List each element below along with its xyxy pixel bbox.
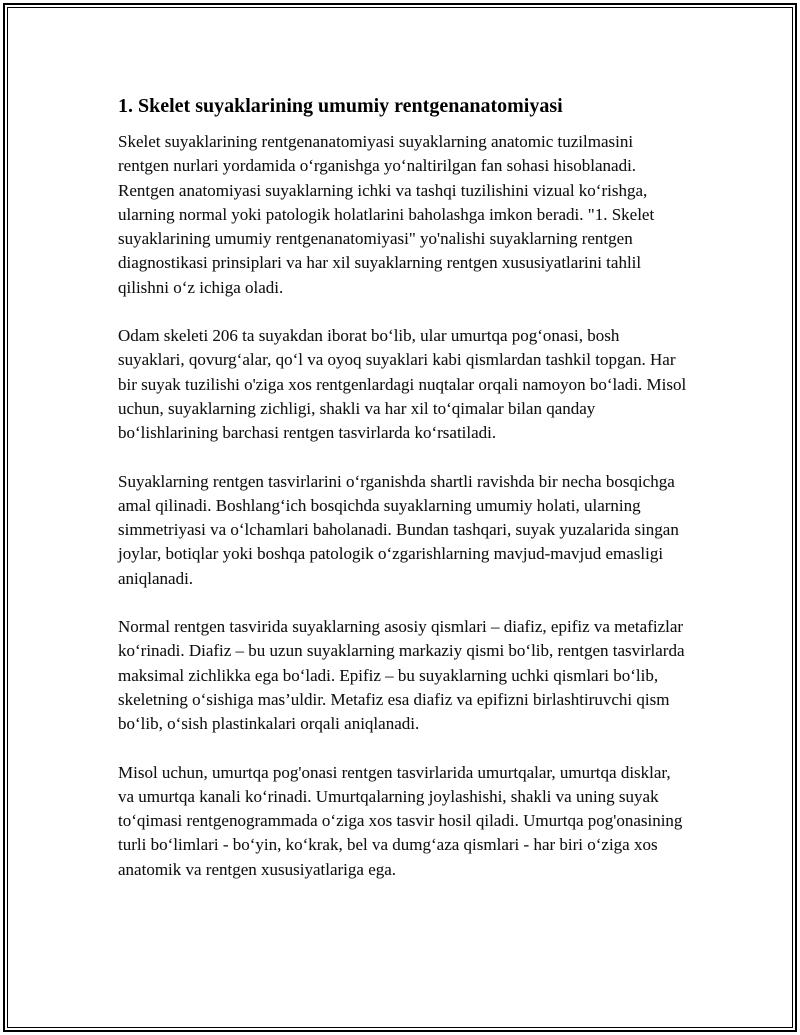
document-title: 1. Skelet suyaklarining umumiy rentgenanatomiyasi [118,95,563,117]
paragraph-1: Skelet suyaklarining rentgenanatomiyasi suyaklarning anatomic tuzilmasini rentgen nurlari yordamida o‘rganishga yo‘naltirilgan fan sohasi hisoblanadi. Rentgen anatomiyasi suyaklarning ichki va tashqi tuzilishini vizual ko‘rishga, ularning normal yoki patologik holatlarini baholashga imkon beradi. "1. Skelet suyaklarining umumiy rentgenanatomiyasi" yo'nalishi suyaklarning rentgen diagnostikasi prinsiplari va har xil suyaklarning rentgen xususiyatlarini tahlil qilishni o‘z ichiga oladi. [118,132,655,297]
paragraph-2: Odam skeleti 206 ta suyakdan iborat bo‘lib, ular umurtqa pog‘onasi, bosh suyaklari, qovurg‘alar, qo‘l va oyoq suyaklari kabi qismlardan tashkil topgan. Har bir suyak tuzilishi o'ziga xos rentgenlardagi nuqtalar orqali namoyon bo‘ladi. Misol uchun, suyaklarning zichligi, shakli va har xil to‘qimalar bilan qanday bo‘lishlarining barchasi rentgen tasvirlarda ko‘rsatiladi. [118,326,687,443]
paragraph-4: Normal rentgen tasvirida suyaklarning asosiy qismlari – diafiz, epifiz va metafizlar ko‘rinadi. Diafiz – bu uzun suyaklarning markaziy qismi bo‘lib, rentgen tasvirlarda maksimal zichlikka ega bo‘ladi. Epifiz – bu suyaklarning uchki qismlari bo‘lib, skeletning o‘sishiga mas’uldir. Metafiz esa diafiz va epifizni birlashtiruvchi qism bo‘lib, o‘sish plastinkalari orqali aniqlanadi. [118,617,685,734]
paragraph-3: Suyaklarning rentgen tasvirlarini o‘rganishda shartli ravishda bir necha bosqichga amal qilinadi. Boshlang‘ich bosqichda suyaklarning umumiy holati, ularning simmetriyasi va o‘lchamlari baholanadi. Bundan tashqari, suyak yuzalarida singan joylar, botiqlar yoki boshqa patologik o‘zgarishlarning mavjud-mavjud emasligi aniqlanadi. [118,471,679,588]
paragraph-5: Misol uchun, umurtqa pog'onasi rentgen tasvirlarida umurtqalar, umurtqa disklar, va umurtqa kanali ko‘rinadi. Umurtqalarning joylashishi, shakli va uning suyak to‘qimasi rentgenogrammada o‘ziga xos tasvir hosil qiladi. Umurtqa pog'onasining turli bo‘limlari - bo‘yin, ko‘krak, bel va dumg‘aza qismlari - har biri o‘ziga xos anatomik va rentgen xususiyatlariga ega. [118,762,683,879]
document-content [118,92,688,882]
